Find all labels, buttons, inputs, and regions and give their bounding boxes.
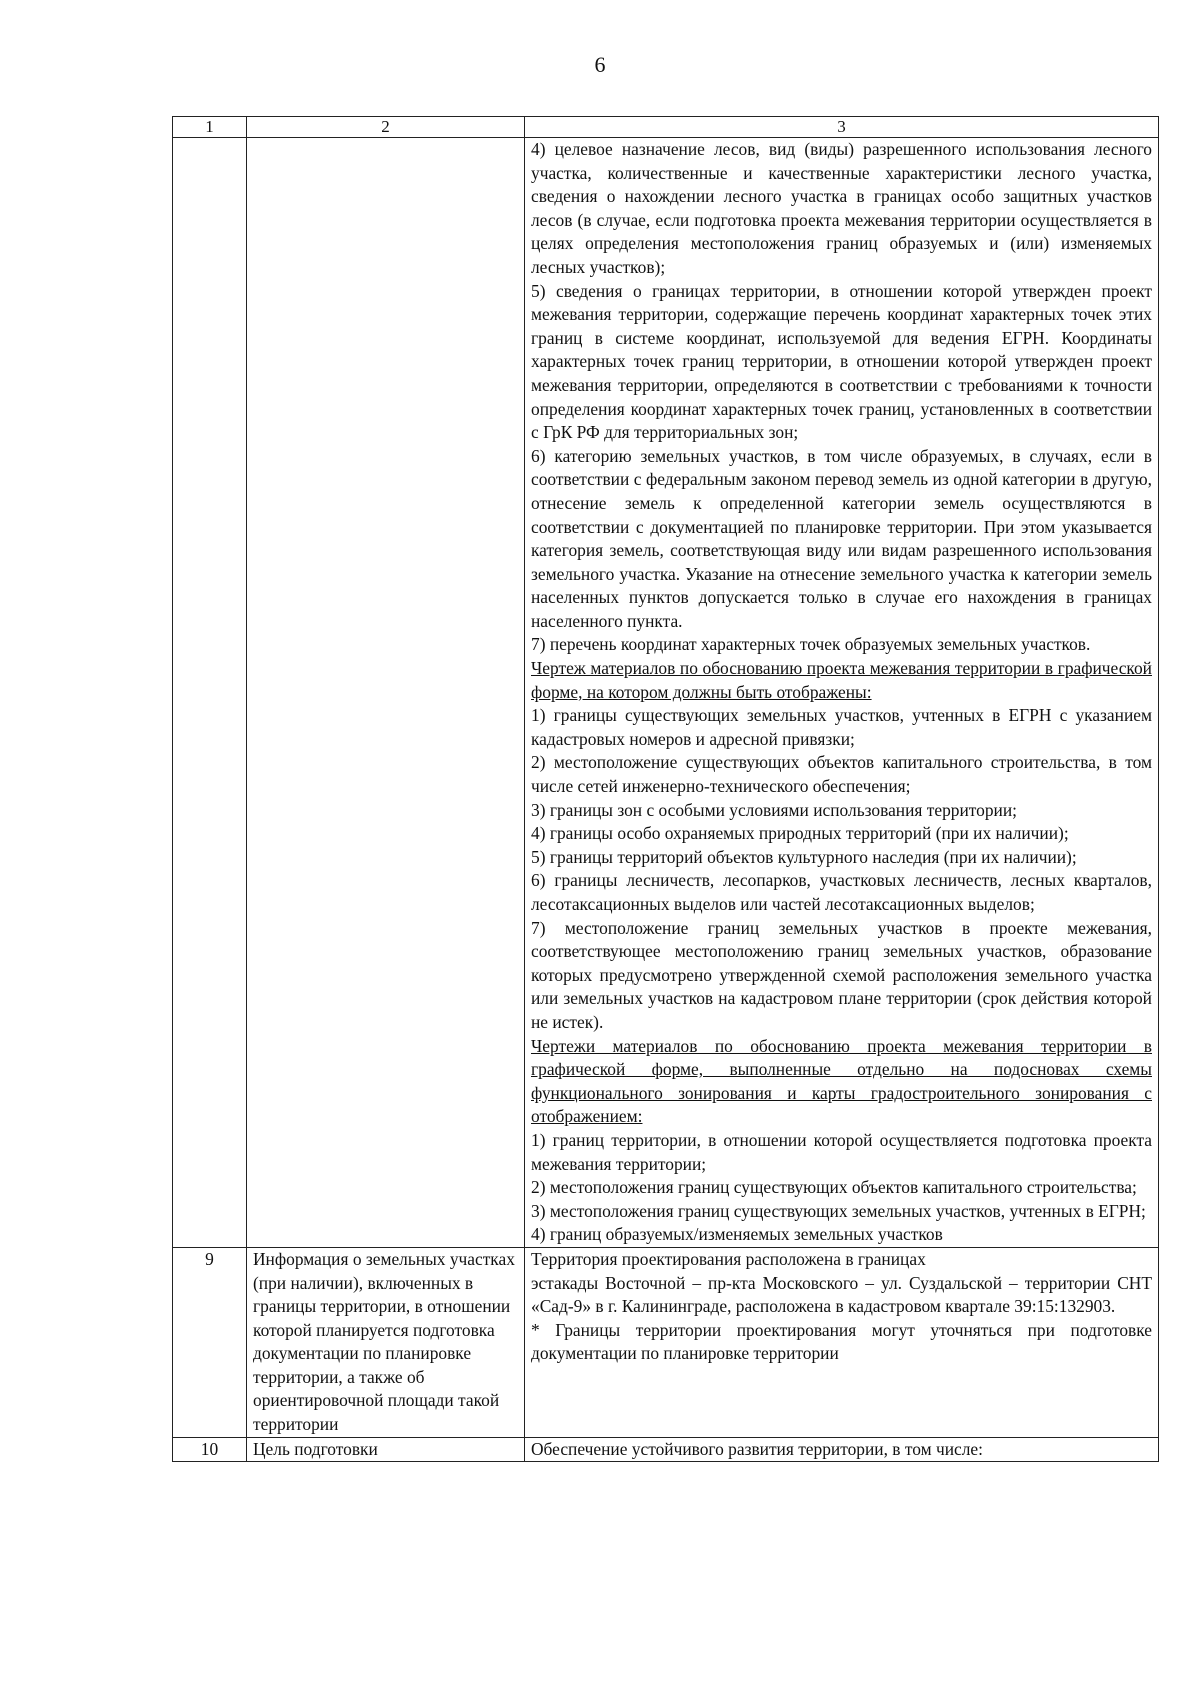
row-number: 9: [173, 1247, 247, 1437]
paragraph: 5) сведения о границах территории, в отношении которой утвержден проект межевания территории, содержащие перечень координат характерных точек этих границ в системе координат, используемой для ведения ЕГРН. Координаты характерных точек границ территории, в отношении которой утвержден проект межевания территории, определяются в соответствии с требованиями к точности определения координат характерных точек границ, установленных в соответствии с ГрК РФ для территориальных зон;: [531, 280, 1152, 443]
paragraph: Обеспечение устойчивого развития территории, в том числе:: [531, 1438, 983, 1459]
row-topic-text: Информация о земельных участках (при наличии), включенных в границы территории, в отношении которой планируется подготовка документации по планировке территории, а также об ориентировочной площади такой территории: [253, 1248, 515, 1435]
underlined-heading: [531, 1035, 1152, 1129]
paragraph: 2) местоположения границ существующих объектов капитального строительства;: [531, 1177, 1137, 1198]
underlined-heading-text: Чертежи материалов по обоснованию проекта межевания территории в графической форме, выполненные отдельно на подосновах схемы функционального зонирования и карты градостроительного зонирования с отображением:: [531, 1035, 1152, 1127]
header-col-2: 2: [247, 117, 525, 138]
row-topic: [247, 138, 525, 1248]
row-topic: Цель подготовки: [247, 1437, 525, 1462]
paragraph: 4) границы особо охраняемых природных территорий (при их наличии);: [531, 823, 1069, 844]
paragraph: 6) категорию земельных участков, в том числе образуемых, в случаях, если в соответствии с федеральным законом перевод земель из одной категории в другую, отнесение земель к определенной категории земель осуществляются в соответствии с документацией по планировке территории. При этом указывается категория земель, соответствующая виду или видам разрешенного использования земельного участка. Указание на отнесение земельного участка к категории земель населенных пунктов допускается только в случае его нахождения в границах населенного пункта.: [531, 445, 1152, 631]
paragraph: эстакады Восточной – пр-кта Московского – ул. Суздальской – территории СНТ «Сад-9» в г. Калининграде, расположена в кадастровом квартале 39:15:132903.: [531, 1272, 1152, 1317]
underlined-heading: [531, 657, 1152, 704]
paragraph: * Границы территории проектирования могут уточняться при подготовке документации по планировке территории: [531, 1319, 1152, 1364]
row-number: 10: [173, 1437, 247, 1462]
paragraph: 1) границы существующих земельных участков, учтенных в ЕГРН с указанием кадастровых номеров и адресной привязки;: [531, 705, 1152, 749]
table-row-10: [173, 1437, 1159, 1462]
paragraph: 1) границ территории, в отношении которой осуществляется подготовка проекта межевания территории;: [531, 1129, 1152, 1174]
requirements-table: [172, 116, 1159, 1462]
paragraph: 3) границы зон с особыми условиями использования территории;: [531, 799, 1017, 820]
paragraph: 5) границы территорий объектов культурного наследия (при их наличии);: [531, 846, 1077, 867]
paragraph: 2) местоположение существующих объектов капитального строительства, в том числе сетей инженерно-технического обеспечения;: [531, 752, 1152, 797]
paragraph: 7) местоположение границ земельных участков в проекте межевания, соответствующее местоположению границ земельных участков, образование которых предусмотрено утвержденной схемой расположения земельного участка или земельных участков на кадастровом плане территории (срок действия которой не истек).: [531, 917, 1152, 1032]
paragraph: 4) целевое назначение лесов, вид (виды) разрешенного использования лесного участка, количественные и качественные характеристики лесного участка, сведения о нахождении лесного участка в границах особо защитных участков лесов (в случае, если подготовка проекта межевания территории осуществляется в целях определения местоположения границ образуемых и (или) изменяемых лесных участков);: [531, 139, 1152, 277]
paragraph: 6) границы лесничеств, лесопарков, участковых лесничеств, лесных кварталов, лесотаксационных выделов или частей лесотаксационных выделов;: [531, 870, 1152, 914]
paragraph: Территория проектирования расположена в границах: [531, 1248, 926, 1269]
table-header-row: [173, 117, 1159, 138]
underlined-heading-text: Чертеж материалов по обоснованию проекта межевания территории в графической форме, на котором должны быть отображены:: [531, 658, 1152, 702]
table-row-9: [173, 1247, 1159, 1437]
row-content: [525, 1247, 1159, 1437]
row-number: [173, 138, 247, 1248]
row-content: [525, 1437, 1159, 1462]
table-row-continuation: [173, 138, 1159, 1248]
row-topic: [247, 1247, 525, 1437]
row-content: [525, 138, 1159, 1248]
paragraph: 3) местоположения границ существующих земельных участков, учтенных в ЕГРН;: [531, 1200, 1146, 1221]
header-col-1: 1: [173, 117, 247, 138]
paragraph: 7) перечень координат характерных точек образуемых земельных участков.: [531, 634, 1091, 655]
paragraph: 4) границ образуемых/изменяемых земельных участков: [531, 1224, 943, 1245]
header-col-3: 3: [525, 117, 1159, 138]
page-number: 6: [594, 52, 606, 77]
